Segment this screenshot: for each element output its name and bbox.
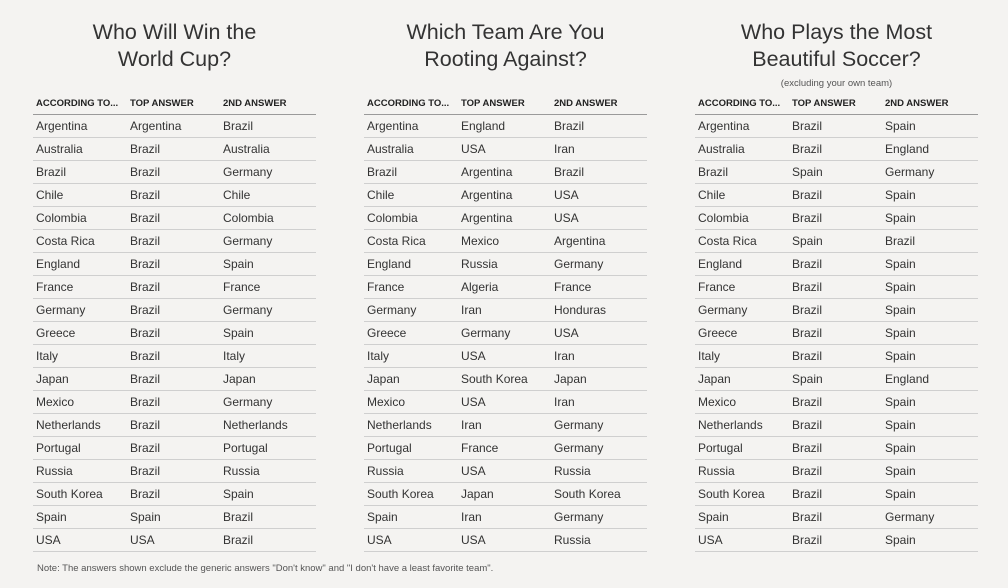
table-row bbox=[695, 230, 978, 253]
cell-top-answer: USA bbox=[458, 345, 551, 368]
cell-2nd-answer: Iran bbox=[551, 345, 647, 368]
cell-2nd-answer: USA bbox=[551, 322, 647, 345]
cell-respondent-country: Japan bbox=[695, 368, 789, 391]
footnote: Note: The answers shown exclude the generic answers "Don't know" and "I don't have a least favorite team". bbox=[37, 563, 494, 574]
cell-respondent-country: Italy bbox=[364, 345, 458, 368]
cell-2nd-answer: Spain bbox=[882, 460, 978, 483]
cell-respondent-country: South Korea bbox=[33, 483, 127, 506]
cell-respondent-country: France bbox=[695, 276, 789, 299]
table-row bbox=[33, 115, 316, 138]
table-row bbox=[33, 230, 316, 253]
cell-respondent-country: Chile bbox=[364, 184, 458, 207]
cell-respondent-country: Japan bbox=[33, 368, 127, 391]
table-row bbox=[695, 529, 978, 552]
table-row bbox=[33, 276, 316, 299]
cell-top-answer: Brazil bbox=[127, 184, 220, 207]
cell-2nd-answer: Brazil bbox=[220, 115, 316, 138]
cell-respondent-country: Australia bbox=[695, 138, 789, 161]
table-row bbox=[695, 322, 978, 345]
cell-respondent-country: Portugal bbox=[33, 437, 127, 460]
cell-respondent-country: Argentina bbox=[33, 115, 127, 138]
cell-top-answer: Brazil bbox=[127, 391, 220, 414]
cell-respondent-country: Australia bbox=[364, 138, 458, 161]
cell-2nd-answer: Colombia bbox=[220, 207, 316, 230]
cell-top-answer: Iran bbox=[458, 506, 551, 529]
cell-2nd-answer: Germany bbox=[220, 391, 316, 414]
cell-respondent-country: Greece bbox=[33, 322, 127, 345]
table-row bbox=[695, 161, 978, 184]
cell-respondent-country: Netherlands bbox=[364, 414, 458, 437]
header-according-to: ACCORDING TO... bbox=[364, 92, 458, 115]
cell-respondent-country: Colombia bbox=[695, 207, 789, 230]
cell-2nd-answer: Argentina bbox=[551, 230, 647, 253]
table-row bbox=[33, 391, 316, 414]
table-row bbox=[364, 184, 647, 207]
cell-top-answer: Brazil bbox=[127, 161, 220, 184]
table-body bbox=[33, 115, 316, 552]
table-row bbox=[33, 184, 316, 207]
cell-respondent-country: USA bbox=[33, 529, 127, 552]
cell-top-answer: Brazil bbox=[127, 414, 220, 437]
cell-top-answer: USA bbox=[458, 138, 551, 161]
cell-respondent-country: Costa Rica bbox=[33, 230, 127, 253]
header-according-to: ACCORDING TO... bbox=[695, 92, 789, 115]
cell-top-answer: Iran bbox=[458, 414, 551, 437]
panel-title: Who Will Win the World Cup? bbox=[92, 20, 257, 71]
cell-2nd-answer: Iran bbox=[551, 391, 647, 414]
cell-2nd-answer: Brazil bbox=[220, 529, 316, 552]
cell-top-answer: Brazil bbox=[789, 529, 882, 552]
table-row bbox=[364, 391, 647, 414]
table-row bbox=[364, 460, 647, 483]
header-row bbox=[695, 92, 978, 115]
table-row bbox=[695, 253, 978, 276]
cell-2nd-answer: Spain bbox=[220, 253, 316, 276]
cell-2nd-answer: Portugal bbox=[220, 437, 316, 460]
table-row bbox=[695, 207, 978, 230]
cell-respondent-country: USA bbox=[364, 529, 458, 552]
table-body bbox=[364, 115, 647, 552]
table-row bbox=[364, 115, 647, 138]
cell-top-answer: Brazil bbox=[789, 345, 882, 368]
cell-2nd-answer: Spain bbox=[220, 483, 316, 506]
cell-respondent-country: Russia bbox=[33, 460, 127, 483]
cell-respondent-country: Netherlands bbox=[695, 414, 789, 437]
cell-2nd-answer: Spain bbox=[882, 184, 978, 207]
cell-top-answer: Brazil bbox=[789, 115, 882, 138]
cell-top-answer: USA bbox=[127, 529, 220, 552]
cell-2nd-answer: Germany bbox=[220, 230, 316, 253]
answers-table bbox=[33, 92, 316, 552]
cell-2nd-answer: England bbox=[882, 138, 978, 161]
table-row bbox=[364, 506, 647, 529]
cell-2nd-answer: Germany bbox=[551, 253, 647, 276]
table-row bbox=[364, 483, 647, 506]
cell-2nd-answer: England bbox=[882, 368, 978, 391]
cell-2nd-answer: France bbox=[220, 276, 316, 299]
cell-respondent-country: Brazil bbox=[695, 161, 789, 184]
cell-respondent-country: Costa Rica bbox=[695, 230, 789, 253]
cell-2nd-answer: Spain bbox=[882, 391, 978, 414]
cell-respondent-country: France bbox=[364, 276, 458, 299]
cell-2nd-answer: Germany bbox=[220, 161, 316, 184]
header-row bbox=[364, 92, 647, 115]
header-2nd-answer: 2ND ANSWER bbox=[882, 92, 978, 115]
table-row bbox=[695, 276, 978, 299]
panel-world-cup-winner bbox=[33, 0, 316, 552]
cell-2nd-answer: Iran bbox=[551, 138, 647, 161]
table-row bbox=[364, 368, 647, 391]
panel-title: Who Plays the Most Beautiful Soccer? bbox=[740, 20, 933, 71]
table-row bbox=[695, 368, 978, 391]
cell-2nd-answer: France bbox=[551, 276, 647, 299]
cell-2nd-answer: Russia bbox=[551, 460, 647, 483]
table-row bbox=[364, 322, 647, 345]
cell-respondent-country: France bbox=[33, 276, 127, 299]
table-row bbox=[33, 322, 316, 345]
cell-top-answer: Brazil bbox=[789, 391, 882, 414]
table-row bbox=[695, 299, 978, 322]
cell-respondent-country: Portugal bbox=[364, 437, 458, 460]
table-row bbox=[364, 207, 647, 230]
table-row bbox=[33, 414, 316, 437]
cell-top-answer: Brazil bbox=[789, 184, 882, 207]
cell-2nd-answer: Spain bbox=[882, 299, 978, 322]
cell-respondent-country: Portugal bbox=[695, 437, 789, 460]
cell-2nd-answer: Spain bbox=[882, 276, 978, 299]
cell-top-answer: England bbox=[458, 115, 551, 138]
table-row bbox=[33, 161, 316, 184]
cell-top-answer: Argentina bbox=[458, 207, 551, 230]
table-row bbox=[695, 483, 978, 506]
cell-top-answer: Spain bbox=[127, 506, 220, 529]
table-row bbox=[33, 506, 316, 529]
cell-top-answer: USA bbox=[458, 391, 551, 414]
cell-2nd-answer: Japan bbox=[551, 368, 647, 391]
cell-2nd-answer: Brazil bbox=[882, 230, 978, 253]
cell-top-answer: Brazil bbox=[789, 483, 882, 506]
cell-2nd-answer: Chile bbox=[220, 184, 316, 207]
cell-respondent-country: England bbox=[364, 253, 458, 276]
cell-top-answer: Brazil bbox=[127, 138, 220, 161]
table-row bbox=[364, 529, 647, 552]
cell-top-answer: Brazil bbox=[127, 460, 220, 483]
cell-top-answer: Algeria bbox=[458, 276, 551, 299]
table-row bbox=[364, 276, 647, 299]
header-according-to: ACCORDING TO... bbox=[33, 92, 127, 115]
cell-respondent-country: Costa Rica bbox=[364, 230, 458, 253]
table-row bbox=[695, 391, 978, 414]
cell-2nd-answer: Brazil bbox=[220, 506, 316, 529]
cell-top-answer: Brazil bbox=[789, 299, 882, 322]
cell-top-answer: Spain bbox=[789, 368, 882, 391]
table-row bbox=[33, 529, 316, 552]
cell-top-answer: Brazil bbox=[789, 322, 882, 345]
cell-2nd-answer: Germany bbox=[551, 506, 647, 529]
cell-respondent-country: Greece bbox=[364, 322, 458, 345]
cell-top-answer: Brazil bbox=[789, 506, 882, 529]
cell-top-answer: Brazil bbox=[127, 483, 220, 506]
cell-top-answer: Brazil bbox=[127, 230, 220, 253]
table-row bbox=[695, 184, 978, 207]
cell-top-answer: Spain bbox=[789, 161, 882, 184]
title-box bbox=[33, 0, 316, 92]
cell-respondent-country: Argentina bbox=[695, 115, 789, 138]
table-row bbox=[33, 483, 316, 506]
cell-respondent-country: Italy bbox=[695, 345, 789, 368]
cell-2nd-answer: Spain bbox=[882, 322, 978, 345]
cell-respondent-country: Argentina bbox=[364, 115, 458, 138]
cell-respondent-country: Spain bbox=[33, 506, 127, 529]
cell-respondent-country: Brazil bbox=[33, 161, 127, 184]
cell-2nd-answer: USA bbox=[551, 207, 647, 230]
cell-top-answer: Argentina bbox=[458, 161, 551, 184]
cell-top-answer: Brazil bbox=[789, 460, 882, 483]
cell-respondent-country: Colombia bbox=[364, 207, 458, 230]
table-row bbox=[695, 345, 978, 368]
cell-respondent-country: Greece bbox=[695, 322, 789, 345]
cell-respondent-country: Chile bbox=[695, 184, 789, 207]
cell-2nd-answer: Spain bbox=[882, 414, 978, 437]
cell-top-answer: Brazil bbox=[127, 437, 220, 460]
table-row bbox=[33, 460, 316, 483]
cell-respondent-country: Germany bbox=[33, 299, 127, 322]
cell-top-answer: Brazil bbox=[789, 253, 882, 276]
table-row bbox=[364, 138, 647, 161]
table-row bbox=[364, 345, 647, 368]
table-row bbox=[695, 115, 978, 138]
table-row bbox=[33, 437, 316, 460]
table-row bbox=[364, 414, 647, 437]
answers-table bbox=[364, 92, 647, 552]
table-row bbox=[33, 368, 316, 391]
table-row bbox=[695, 506, 978, 529]
cell-2nd-answer: Brazil bbox=[551, 115, 647, 138]
cell-2nd-answer: Spain bbox=[882, 529, 978, 552]
cell-respondent-country: Germany bbox=[364, 299, 458, 322]
cell-respondent-country: England bbox=[33, 253, 127, 276]
cell-respondent-country: USA bbox=[695, 529, 789, 552]
table-row bbox=[695, 414, 978, 437]
title-box bbox=[695, 0, 978, 92]
cell-2nd-answer: Spain bbox=[882, 345, 978, 368]
panel-title: Which Team Are You Rooting Against? bbox=[406, 20, 605, 71]
panel-rooting-against bbox=[364, 0, 647, 552]
cell-2nd-answer: Australia bbox=[220, 138, 316, 161]
cell-2nd-answer: Germany bbox=[551, 414, 647, 437]
panel-most-beautiful-soccer bbox=[695, 0, 978, 552]
cell-respondent-country: South Korea bbox=[695, 483, 789, 506]
header-top-answer: TOP ANSWER bbox=[789, 92, 882, 115]
cell-top-answer: Germany bbox=[458, 322, 551, 345]
cell-respondent-country: Spain bbox=[695, 506, 789, 529]
cell-2nd-answer: Honduras bbox=[551, 299, 647, 322]
cell-respondent-country: Chile bbox=[33, 184, 127, 207]
cell-top-answer: Brazil bbox=[127, 253, 220, 276]
table-row bbox=[364, 437, 647, 460]
cell-respondent-country: Japan bbox=[364, 368, 458, 391]
cell-2nd-answer: Germany bbox=[882, 161, 978, 184]
cell-top-answer: Brazil bbox=[127, 368, 220, 391]
header-2nd-answer: 2ND ANSWER bbox=[220, 92, 316, 115]
cell-respondent-country: Mexico bbox=[33, 391, 127, 414]
cell-2nd-answer: Spain bbox=[882, 207, 978, 230]
cell-2nd-answer: Germany bbox=[551, 437, 647, 460]
cell-top-answer: France bbox=[458, 437, 551, 460]
cell-respondent-country: Australia bbox=[33, 138, 127, 161]
header-top-answer: TOP ANSWER bbox=[458, 92, 551, 115]
cell-top-answer: Brazil bbox=[127, 276, 220, 299]
cell-respondent-country: Russia bbox=[695, 460, 789, 483]
cell-top-answer: South Korea bbox=[458, 368, 551, 391]
cell-top-answer: USA bbox=[458, 529, 551, 552]
cell-2nd-answer: USA bbox=[551, 184, 647, 207]
table-row bbox=[33, 253, 316, 276]
cell-respondent-country: Brazil bbox=[364, 161, 458, 184]
table-row bbox=[695, 138, 978, 161]
cell-2nd-answer: Spain bbox=[882, 115, 978, 138]
cell-top-answer: Brazil bbox=[789, 437, 882, 460]
cell-respondent-country: Russia bbox=[364, 460, 458, 483]
table-row bbox=[695, 460, 978, 483]
cell-2nd-answer: Spain bbox=[882, 483, 978, 506]
table-row bbox=[364, 299, 647, 322]
header-top-answer: TOP ANSWER bbox=[127, 92, 220, 115]
cell-respondent-country: Netherlands bbox=[33, 414, 127, 437]
cell-respondent-country: Spain bbox=[364, 506, 458, 529]
cell-2nd-answer: Netherlands bbox=[220, 414, 316, 437]
cell-2nd-answer: Germany bbox=[220, 299, 316, 322]
cell-top-answer: USA bbox=[458, 460, 551, 483]
cell-2nd-answer: Italy bbox=[220, 345, 316, 368]
cell-2nd-answer: South Korea bbox=[551, 483, 647, 506]
cell-2nd-answer: Japan bbox=[220, 368, 316, 391]
cell-top-answer: Russia bbox=[458, 253, 551, 276]
table-row bbox=[364, 253, 647, 276]
table-row bbox=[33, 207, 316, 230]
cell-respondent-country: Italy bbox=[33, 345, 127, 368]
cell-top-answer: Mexico bbox=[458, 230, 551, 253]
table-row bbox=[33, 299, 316, 322]
answers-table bbox=[695, 92, 978, 552]
cell-top-answer: Brazil bbox=[127, 299, 220, 322]
cell-top-answer: Japan bbox=[458, 483, 551, 506]
cell-top-answer: Brazil bbox=[789, 207, 882, 230]
cell-respondent-country: Colombia bbox=[33, 207, 127, 230]
cell-respondent-country: England bbox=[695, 253, 789, 276]
cell-2nd-answer: Russia bbox=[220, 460, 316, 483]
cell-top-answer: Brazil bbox=[789, 276, 882, 299]
cell-respondent-country: Mexico bbox=[364, 391, 458, 414]
header-2nd-answer: 2ND ANSWER bbox=[551, 92, 647, 115]
table-row bbox=[33, 345, 316, 368]
cell-top-answer: Argentina bbox=[458, 184, 551, 207]
cell-top-answer: Brazil bbox=[789, 138, 882, 161]
panel-subtitle: (excluding your own team) bbox=[780, 78, 893, 89]
cell-respondent-country: South Korea bbox=[364, 483, 458, 506]
table-row bbox=[364, 230, 647, 253]
cell-2nd-answer: Russia bbox=[551, 529, 647, 552]
table-row bbox=[695, 437, 978, 460]
cell-2nd-answer: Germany bbox=[882, 506, 978, 529]
cell-top-answer: Brazil bbox=[127, 322, 220, 345]
cell-top-answer: Argentina bbox=[127, 115, 220, 138]
cell-respondent-country: Mexico bbox=[695, 391, 789, 414]
cell-top-answer: Spain bbox=[789, 230, 882, 253]
cell-2nd-answer: Brazil bbox=[551, 161, 647, 184]
cell-top-answer: Brazil bbox=[127, 207, 220, 230]
cell-respondent-country: Germany bbox=[695, 299, 789, 322]
cell-top-answer: Brazil bbox=[127, 345, 220, 368]
title-box bbox=[364, 0, 647, 92]
table-row bbox=[33, 138, 316, 161]
cell-2nd-answer: Spain bbox=[220, 322, 316, 345]
cell-top-answer: Iran bbox=[458, 299, 551, 322]
cell-2nd-answer: Spain bbox=[882, 253, 978, 276]
table-row bbox=[364, 161, 647, 184]
cell-2nd-answer: Spain bbox=[882, 437, 978, 460]
cell-top-answer: Brazil bbox=[789, 414, 882, 437]
table-body bbox=[695, 115, 978, 552]
header-row bbox=[33, 92, 316, 115]
